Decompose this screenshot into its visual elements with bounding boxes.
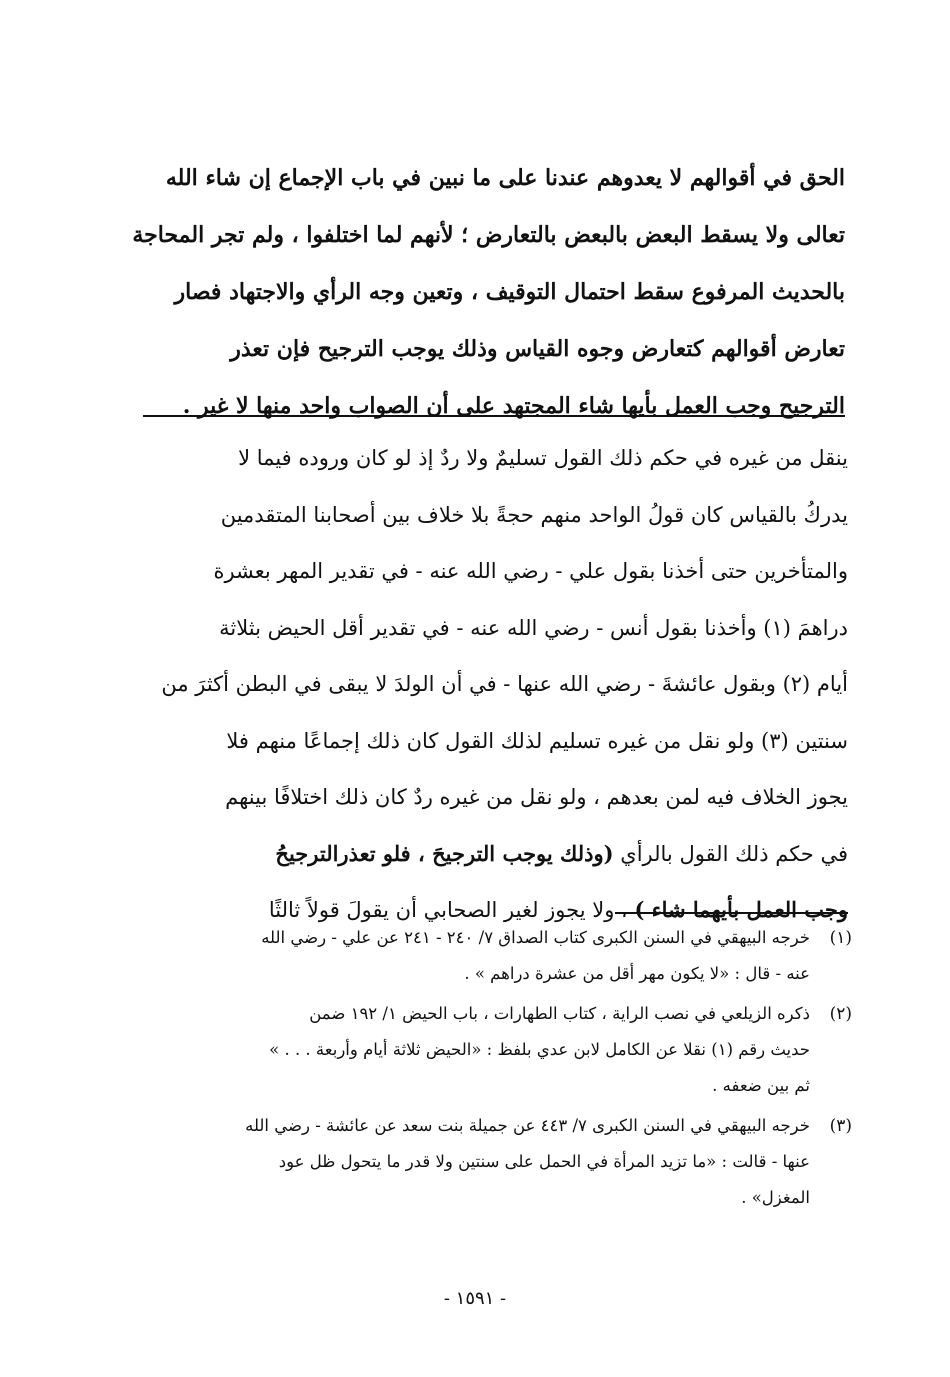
footnote-separator <box>615 912 848 914</box>
commentary-plain-segment: في حكم ذلك القول بالرأي <box>620 841 848 866</box>
commentary-line: ينقل من غيره في حكم ذلك القول تسليمٌ ولا ردٌ إذ لو كان وروده فيما لا <box>238 446 848 470</box>
footnote-number: (٣) <box>829 1116 852 1136</box>
page-number: - ١٥٩١ - <box>443 1288 507 1309</box>
separator-rule <box>143 415 845 417</box>
footnote-line: ثم بين ضعفه . <box>712 1076 810 1095</box>
commentary-line: أيام (٢) وبقول عائشةَ - رضي الله عنها - في أن الولدَ لا يبقى في البطن أكثرَ من <box>161 672 848 696</box>
commentary-plain-segment: ، ولا يجوز لغير الصحابي أن يقولَ قولاً ثالثًا <box>268 898 628 922</box>
footnote-line: عنه - قال : «لا يكون مهر أقل من عشرة دراهم » . <box>464 964 810 983</box>
footnote-line: المغزل» . <box>741 1188 810 1207</box>
commentary-line: سنتين (٣) ولو نقل من غيره تسليم لذلك القول كان ذلك إجماعًا منهم فلا <box>226 728 848 753</box>
main-text-line: الترجيح وجب العمل بأيها شاء المجتهد على أن الصواب واحد منها لا غير . <box>182 393 845 419</box>
main-text-line: الحق في أقوالهم لا يعدوهم عندنا على ما نبين في باب الإجماع إن شاء الله <box>165 165 845 191</box>
footnote-line: عنها - قالت : «ما تزيد المرأة في الحمل على سنتين ولا قدر ما يتحول ظل عود <box>278 1152 810 1171</box>
footnote-line: خرجه البيهقي في السنن الكبرى كتاب الصداق ٧/ ٢٤٠ - ٢٤١ عن علي - رضي الله <box>261 928 810 947</box>
footnote <box>140 1108 852 1216</box>
footnote <box>140 920 852 992</box>
commentary-line <box>128 826 848 883</box>
quoted-matn-segment: (وذلك يوجب الترجيحَ ، فلو تعذرالترجيحُ <box>275 840 614 866</box>
quoted-matn-segment: وجب العمل بأيهما شاء ) <box>634 897 848 922</box>
footnote <box>140 996 852 1104</box>
commentary-line: يدركُ بالقياس كان قولُ الواحد منهم حجةً بلا خلاف بين أصحابنا المتقدمين <box>220 502 848 527</box>
commentary-line: والمتأخرين حتى أخذنا بقول علي - رضي الله عنه - في تقدير المهر بعشرة <box>213 559 848 583</box>
footnote-number: (١) <box>829 928 852 948</box>
footnote-line: ذكره الزيلعي في نصب الراية ، كتاب الطهارات ، باب الحيض ١/ ١٩٢ ضمن <box>309 1004 810 1023</box>
main-text-line: بالحديث المرفوع سقط احتمال التوقيف ، وتعين وجه الرأي والاجتهاد فصار <box>174 279 845 305</box>
main-text <box>130 150 845 435</box>
footnotes <box>140 920 852 1220</box>
footnote-line: حديث رقم (١) نقلا عن الكامل لابن عدي بلفظ : «الحيض ثلاثة أيام وأربعة . . . » <box>269 1040 810 1059</box>
commentary-text <box>128 430 848 939</box>
commentary-line: دراهمَ (١) وأخذنا بقول أنس - رضي الله عنه - في تقدير أقل الحيض بثلاثة <box>219 615 848 640</box>
main-text-line: تعارض أقوالهم كتعارض وجوه القياس وذلك يوجب الترجيح فإن تعذر <box>230 336 845 362</box>
footnote-number: (٢) <box>829 1004 852 1024</box>
commentary-line: يجوز الخلاف فيه لمن بعدهم ، ولو نقل من غيره ردٌ كان ذلك اختلافًا بينهم <box>225 785 848 809</box>
main-text-line: تعالى ولا يسقط البعض بالبعض بالتعارض ؛ لأنهم لما اختلفوا ، ولم تجر المحاجة <box>132 222 845 248</box>
footnote-line: خرجه البيهقي في السنن الكبرى ٧/ ٤٤٣ عن جميلة بنت سعد عن عائشة - رضي الله <box>245 1116 810 1135</box>
